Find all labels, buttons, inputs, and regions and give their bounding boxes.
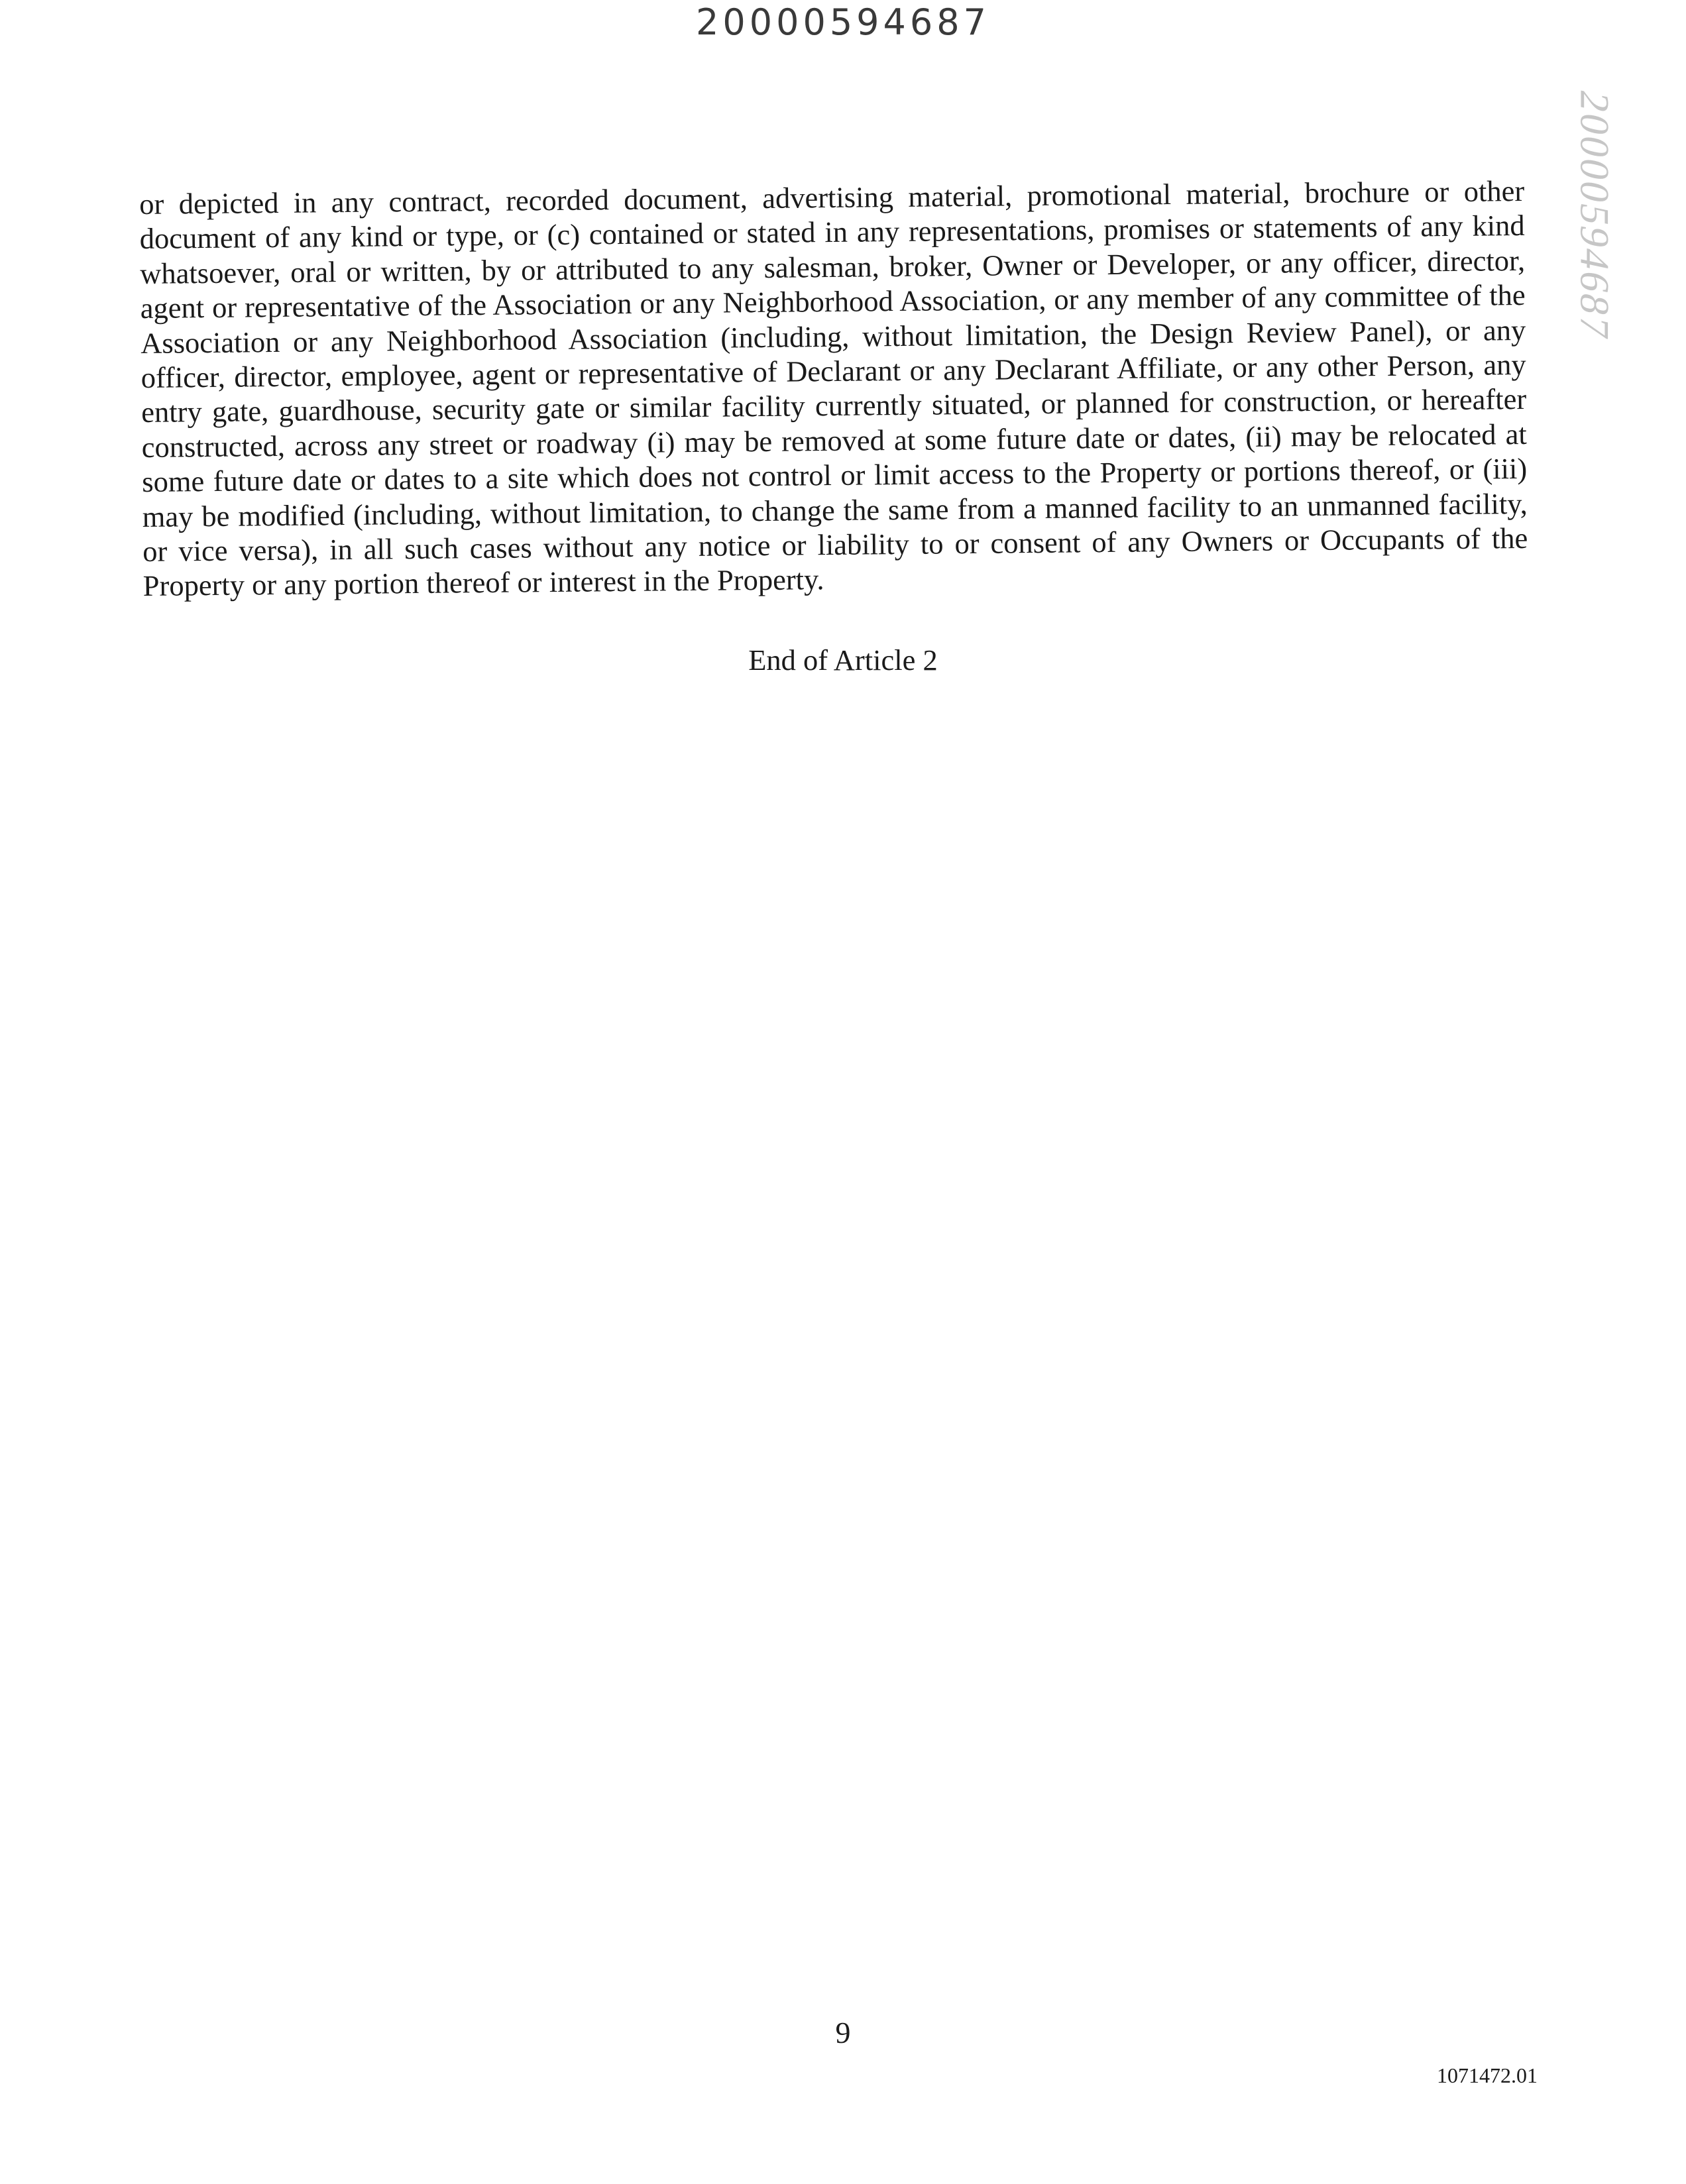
document-number-header: 20000594687 (696, 1, 990, 43)
document-id-footer: 1071472.01 (1437, 2063, 1538, 2087)
margin-recording-stamp (1571, 86, 1617, 345)
article-body-text (139, 174, 1528, 604)
body-paragraph: or depicted in any contract, recorded document, advertising material, promotional material, brochure or other document of any kind or type, or (c) contained or stated in any representations, promises or statements of any kind whatsoever, oral or written, by or attributed to any salesman, broker, Owner or Developer, or any officer, director, agent or representative of the Association or any Neighborhood Association, or any member of any committee of the Association or any Neighborhood Association (including, without limitation, the Design Review Panel), or any officer, director, employee, agent or representative of Declarant or any Declarant Affiliate, or any other Person, any entry gate, guardhouse, security gate or similar facility currently situated, or planned for construction, or hereafter constructed, across any street or roadway (i) may be removed at some future date or dates, (ii) may be relocated at some future date or dates to a site which does not control or limit access to the Property or portions thereof, or (iii) may be modified (including, without limitation, to change the same from a manned facility to an unmanned facility, or vice versa), in all such cases without any notice or liability to or consent of any Owners or Occupants of the Property or any portion thereof or interest in the Property. (139, 174, 1528, 603)
end-of-article-marker: End of Article 2 (748, 643, 938, 677)
page-number: 9 (835, 2016, 851, 2049)
margin-stamp-text: 20000594687 (1571, 86, 1617, 345)
